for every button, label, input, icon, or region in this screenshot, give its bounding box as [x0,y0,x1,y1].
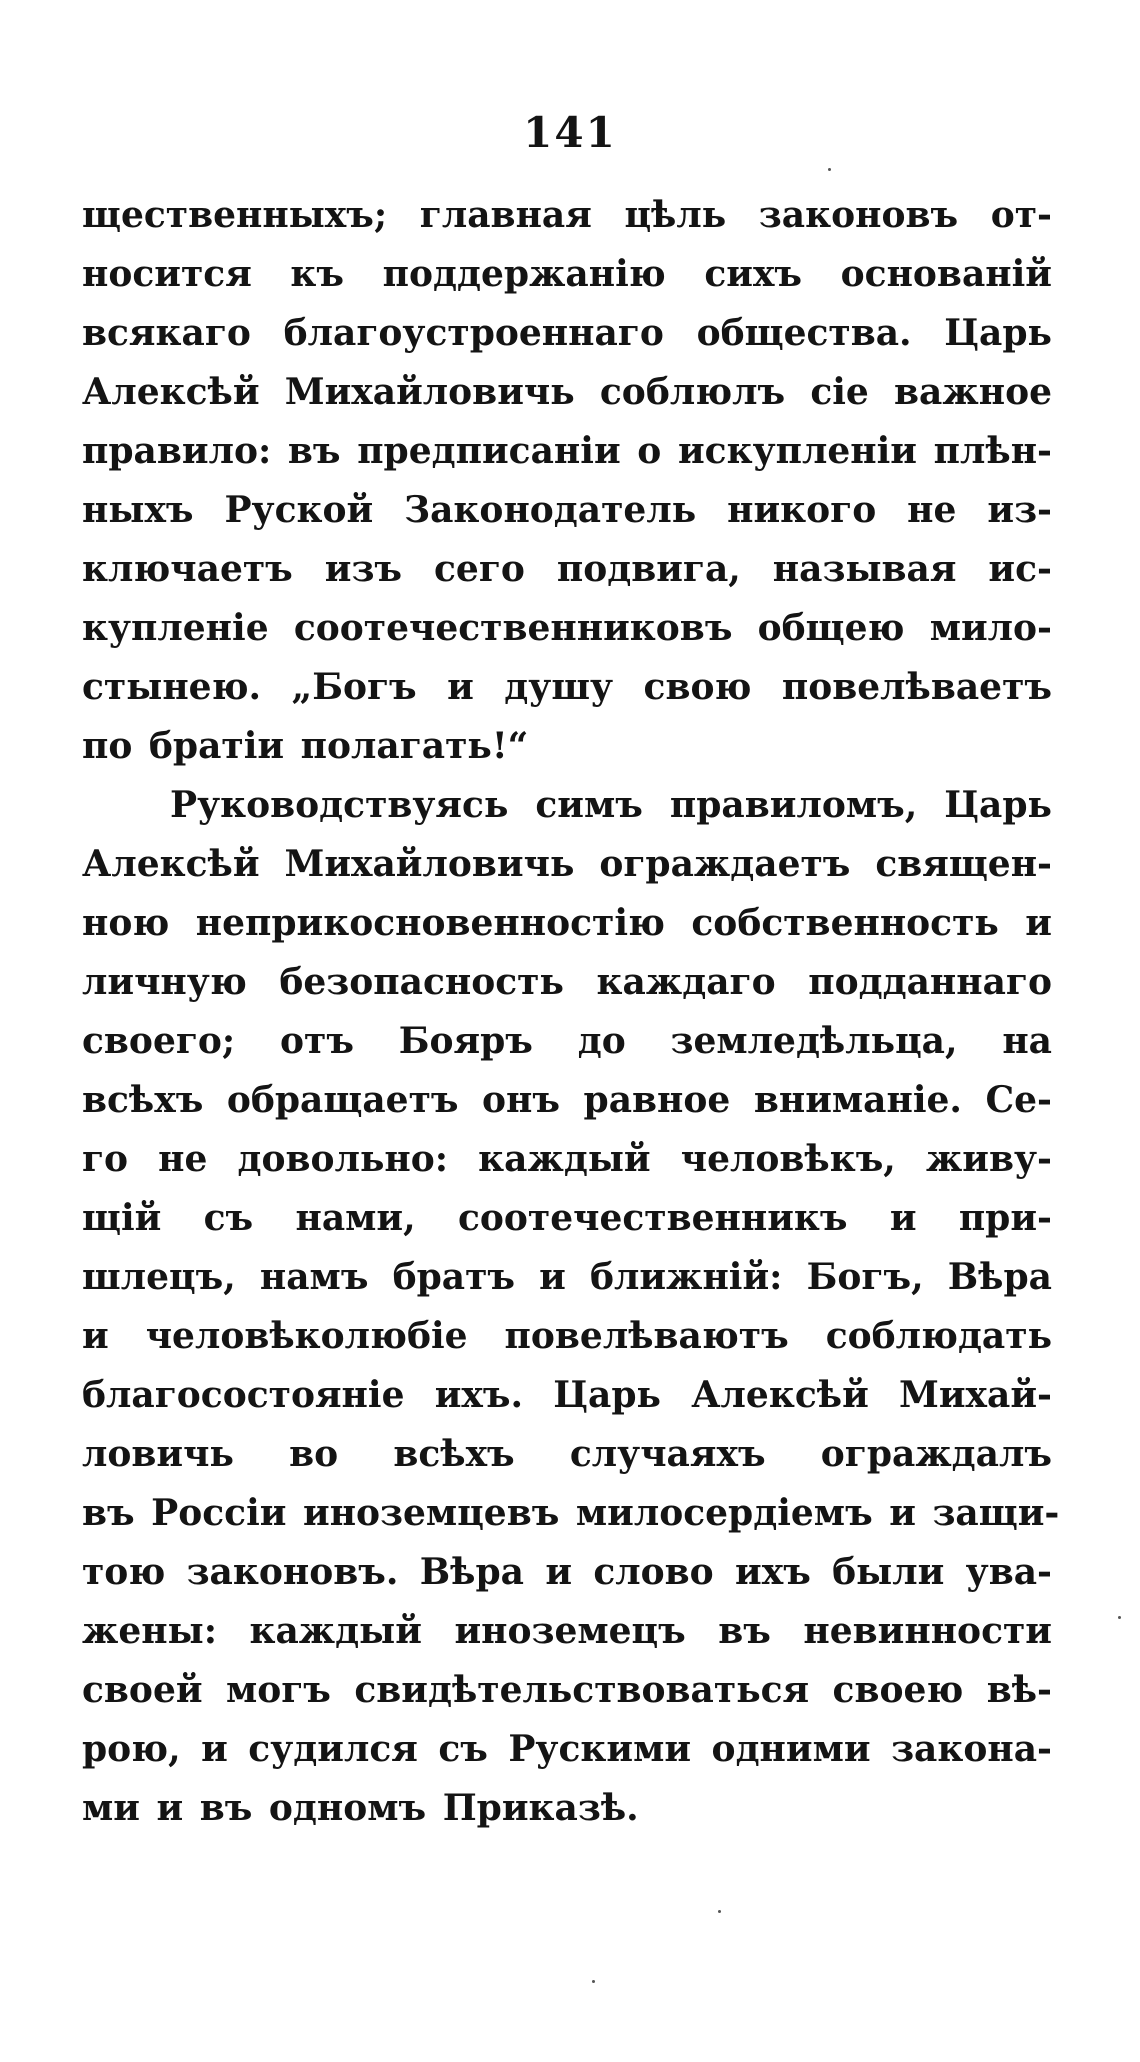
text-line: въ Россіи иноземцевъ милосердіемъ и защи- [82,1492,1060,1534]
text-line: правило: въ предписаніи о искупленіи плѣн- [82,430,1052,472]
paper-speck [718,1910,721,1913]
text-line: Руководствуясь симъ правиломъ, Царь [170,784,1052,826]
text-line: шлецъ, намъ братъ и ближній: Богъ, Вѣра [82,1256,1052,1298]
text-line: своего; отъ Бояръ до земледѣльца, на [82,1020,1052,1062]
text-line: ловичь во всѣхъ случаяхъ ограждалъ [82,1433,1052,1475]
paper-speck [1118,1616,1121,1619]
page-number: 141 [523,108,617,157]
text-line: тою законовъ. Вѣра и слово ихъ были ува- [82,1551,1052,1593]
text-line: всякаго благоустроеннаго общества. Царь [82,312,1052,354]
paragraph-2 [82,776,1060,1838]
text-line: носится къ поддержанію сихъ основаній [82,253,1052,295]
text-line: по братіи полагать!“ [82,725,529,767]
paragraph-1 [82,186,1052,776]
text-line: личную безопасность каждаго подданнаго [82,961,1052,1003]
text-line: ключаетъ изъ сего подвига, называя ис- [82,548,1052,590]
text-line: стынею. „Богъ и душу свою повелѣваетъ [82,666,1052,708]
text-line: щественныхъ; главная цѣль законовъ от- [82,194,1052,236]
text-line: купленіе соотечественниковъ общею мило- [82,607,1052,649]
text-line: Алексѣй Михайловичь соблюлъ сіе важное [82,371,1052,413]
text-line: Алексѣй Михайловичь ограждаетъ священ- [82,843,1052,885]
text-line: благосостояніе ихъ. Царь Алексѣй Михай- [82,1374,1052,1416]
text-line: ми и въ одномъ Приказѣ. [82,1787,639,1829]
text-line: своей могъ свидѣтельствоваться своею вѣ- [82,1669,1052,1711]
text-line: жены: каждый иноземецъ въ невинности [82,1610,1052,1652]
text-line: го не довольно: каждый человѣкъ, живу- [82,1138,1052,1180]
text-line: рою, и судился съ Рускими одними закона- [82,1728,1052,1770]
text-line: и человѣколюбіе повелѣваютъ соблюдать [82,1315,1052,1357]
paper-speck [592,1980,595,1983]
paper-speck [828,168,831,171]
body-text [82,186,1060,1838]
text-line: щій съ нами, соотечественникъ и при- [82,1197,1052,1239]
text-line: ныхъ Руской Законодатель никого не из- [82,489,1052,531]
text-line: всѣхъ обращаетъ онъ равное вниманіе. Се- [82,1079,1052,1121]
text-line: ною неприкосновенностію собственность и [82,902,1052,944]
